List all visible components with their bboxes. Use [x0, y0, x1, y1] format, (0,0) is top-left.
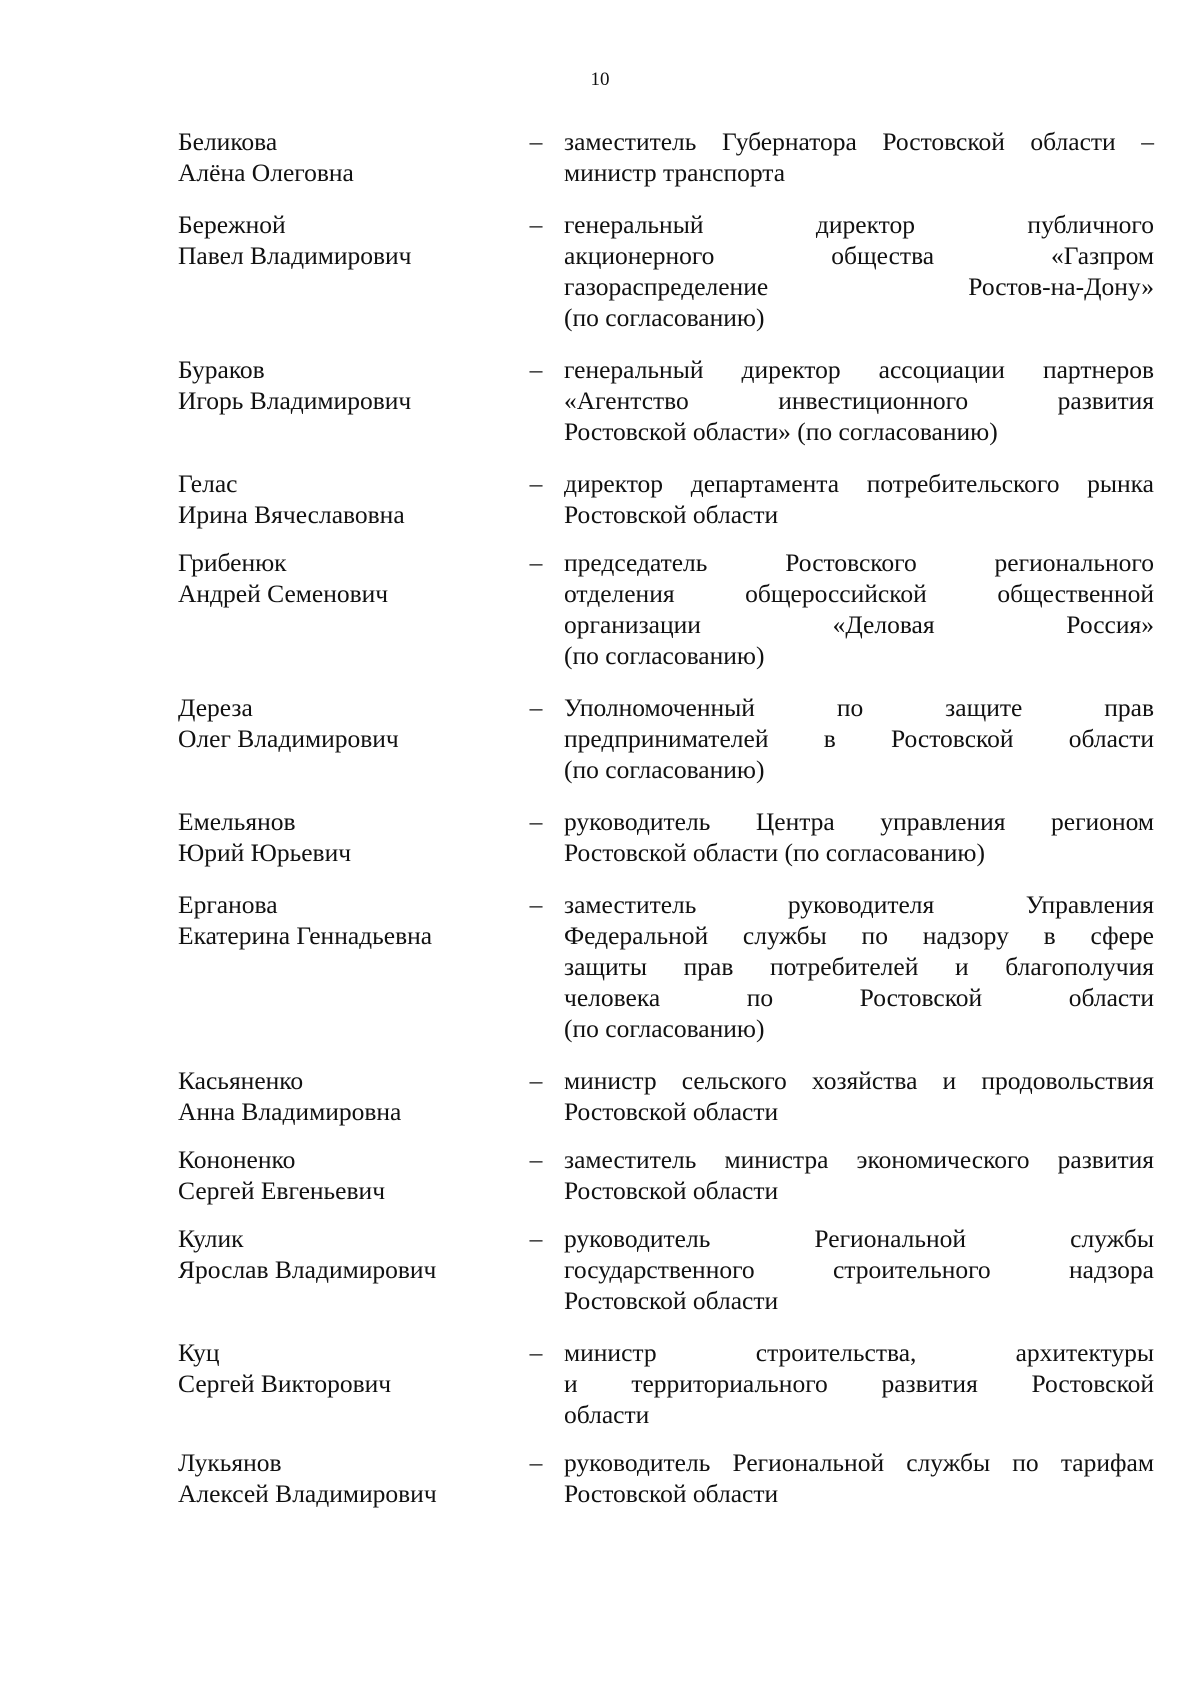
member-entry [178, 354, 1154, 447]
member-name [178, 1223, 508, 1285]
member-position-line: акционерного общества «Газпром [564, 241, 1154, 270]
member-dash: – [529, 1338, 543, 1367]
member-name [178, 547, 508, 609]
member-surname: Кононенко [178, 1145, 296, 1174]
member-given-names: Игорь Владимирович [178, 386, 412, 415]
member-surname: Бережной [178, 210, 286, 239]
member-position-line: руководитель Региональной службы [564, 1224, 1154, 1253]
member-entry [178, 1447, 1154, 1509]
member-dash: – [529, 693, 543, 722]
member-surname: Дереза [178, 693, 253, 722]
member-name [178, 1447, 508, 1509]
member-name [178, 692, 508, 754]
member-dash: – [529, 355, 543, 384]
member-name [178, 889, 508, 951]
member-dash: – [529, 890, 543, 919]
member-position [564, 1144, 1154, 1206]
member-entry [178, 209, 1154, 333]
member-surname: Ерганова [178, 890, 278, 919]
member-position-line: председатель Ростовского регионального [564, 548, 1154, 577]
member-position-line: заместитель министра экономического развития [564, 1145, 1154, 1174]
member-dash: – [529, 127, 543, 156]
member-position [564, 889, 1154, 1044]
member-position [564, 209, 1154, 333]
member-dash: – [529, 1224, 543, 1253]
member-surname: Емельянов [178, 807, 296, 836]
member-position-line: Ростовской области (по согласованию) [564, 838, 985, 867]
member-position-line: отделения общероссийской общественной [564, 579, 1154, 608]
member-dash: – [529, 1066, 543, 1095]
member-position-line: Ростовской области [564, 1176, 779, 1205]
member-position-line: генеральный директор ассоциации партнеров [564, 355, 1154, 384]
member-entry [178, 468, 1154, 530]
member-position-line: министр сельского хозяйства и продовольствия [564, 1066, 1154, 1095]
member-position [564, 692, 1154, 785]
member-position-line: Уполномоченный по защите прав [564, 693, 1154, 722]
member-position-line: Ростовской области [564, 500, 779, 529]
member-given-names: Алексей Владимирович [178, 1479, 437, 1508]
member-position [564, 1337, 1154, 1430]
member-name [178, 1144, 508, 1206]
member-given-names: Олег Владимирович [178, 724, 399, 753]
member-entry [178, 889, 1154, 1044]
member-position-line: области [564, 1400, 650, 1429]
member-given-names: Алёна Олеговна [178, 158, 354, 187]
member-position-line: «Агентство инвестиционного развития [564, 386, 1154, 415]
member-position-line: Ростовской области [564, 1479, 779, 1508]
member-surname: Кулик [178, 1224, 244, 1253]
member-name [178, 354, 508, 416]
member-dash: – [529, 548, 543, 577]
member-position-line: руководитель Центра управления регионом [564, 807, 1154, 836]
member-entry [178, 547, 1154, 671]
member-name [178, 1337, 508, 1399]
member-entry [178, 1144, 1154, 1206]
member-surname: Куц [178, 1338, 220, 1367]
member-position-line: Ростовской области [564, 1097, 779, 1126]
member-position [564, 126, 1154, 188]
member-position-line: защиты прав потребителей и благополучия [564, 952, 1154, 981]
member-entry [178, 692, 1154, 785]
member-dash: – [529, 1448, 543, 1477]
member-name [178, 468, 508, 530]
member-dash: – [529, 469, 543, 498]
member-surname: Бураков [178, 355, 265, 384]
member-entry [178, 1223, 1154, 1316]
member-position-line: человека по Ростовской области [564, 983, 1154, 1012]
member-given-names: Екатерина Геннадьевна [178, 921, 433, 950]
member-dash: – [529, 807, 543, 836]
member-position-line: Ростовской области» (по согласованию) [564, 417, 998, 446]
member-position-line: (по согласованию) [564, 641, 765, 670]
member-position [564, 547, 1154, 671]
member-name [178, 806, 508, 868]
member-given-names: Сергей Евгеньевич [178, 1176, 386, 1205]
member-position-line: предпринимателей в Ростовской области [564, 724, 1154, 753]
member-name [178, 126, 508, 188]
member-dash: – [529, 210, 543, 239]
member-position [564, 1223, 1154, 1316]
member-position-line: организации «Деловая Россия» [564, 610, 1154, 639]
member-position-line: (по согласованию) [564, 303, 765, 332]
member-list [178, 126, 1154, 1509]
member-position-line: (по согласованию) [564, 755, 765, 784]
member-dash: – [529, 1145, 543, 1174]
member-position-line: министр строительства, архитектуры [564, 1338, 1154, 1367]
member-given-names: Анна Владимировна [178, 1097, 402, 1126]
member-given-names: Сергей Викторович [178, 1369, 392, 1398]
member-position-line: генеральный директор публичного [564, 210, 1154, 239]
member-surname: Лукьянов [178, 1448, 282, 1477]
member-position-line: газораспределение Ростов-на-Дону» [564, 272, 1154, 301]
member-position-line: заместитель руководителя Управления [564, 890, 1154, 919]
member-position-line: директор департамента потребительского рынка [564, 469, 1154, 498]
member-entry [178, 1065, 1154, 1127]
member-entry [178, 806, 1154, 868]
member-position-line: заместитель Губернатора Ростовской области – [564, 127, 1154, 156]
member-position [564, 354, 1154, 447]
member-given-names: Ирина Вячеславовна [178, 500, 405, 529]
member-entry [178, 126, 1154, 188]
member-name [178, 209, 508, 271]
member-position [564, 1447, 1154, 1509]
member-entry [178, 1337, 1154, 1430]
member-given-names: Андрей Семенович [178, 579, 389, 608]
member-surname: Беликова [178, 127, 278, 156]
member-position-line: Ростовской области [564, 1286, 779, 1315]
member-position [564, 806, 1154, 868]
member-position [564, 468, 1154, 530]
member-surname: Грибенюк [178, 548, 287, 577]
member-position-line: Федеральной службы по надзору в сфере [564, 921, 1154, 950]
member-position-line: государственного строительного надзора [564, 1255, 1154, 1284]
member-given-names: Павел Владимирович [178, 241, 412, 270]
member-position [564, 1065, 1154, 1127]
member-name [178, 1065, 508, 1127]
page-number: 10 [590, 69, 610, 90]
member-given-names: Юрий Юрьевич [178, 838, 352, 867]
member-position-line: министр транспорта [564, 158, 786, 187]
member-position-line: и территориального развития Ростовской [564, 1369, 1154, 1398]
member-position-line: (по согласованию) [564, 1014, 765, 1043]
member-given-names: Ярослав Владимирович [178, 1255, 437, 1284]
member-surname: Касьяненко [178, 1066, 304, 1095]
member-position-line: руководитель Региональной службы по тарифам [564, 1448, 1154, 1477]
member-surname: Гелас [178, 469, 238, 498]
